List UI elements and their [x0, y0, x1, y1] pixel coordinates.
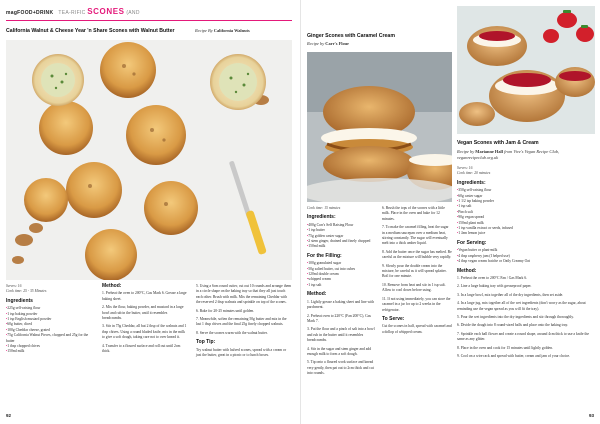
method-step: 4. Stir in the sugar and stem ginger and add enough milk to form a soft dough.	[307, 346, 372, 356]
ingredient-item: • 100g Cheddar cheese, grated	[6, 328, 94, 333]
magazine-logo: magFOOD+DRINK	[6, 10, 54, 16]
serve-text: Cut the scones in half, spread with caramel and a dollop of whipped cream.	[382, 324, 452, 334]
recipe2-ingredients-column	[307, 206, 377, 380]
ginger-scones-photo	[307, 52, 452, 202]
magazine-header	[6, 7, 140, 16]
method-step: 3. In a large bowl, mix together all of the dry ingredients, then set aside.	[457, 292, 564, 297]
serving-item: • 4 tbsp raspberry jam (I helped use)	[457, 254, 593, 259]
ingredients-list	[6, 306, 94, 355]
recipe-byline	[307, 41, 349, 46]
serving-heading: For Serving:	[457, 239, 487, 246]
filling-item: • 1 tsp salt	[307, 283, 377, 288]
recipe1-ingredients-column	[6, 284, 94, 355]
ingredients-list	[457, 188, 593, 237]
ingredient-item: • 1 tsp English mustard powder	[6, 317, 94, 322]
recipe1-method-column-1	[102, 284, 188, 357]
vegan-scones-image	[457, 6, 595, 134]
right-page	[300, 0, 600, 424]
ingredient-item: • 75g California Walnut Pieces, chopped and 25g for the butter	[6, 333, 94, 344]
byline-label: Recipe by	[457, 149, 475, 154]
ingredient-item: • 150ml plant milk	[457, 221, 593, 226]
ingredient-item: • 150ml milk	[307, 244, 377, 249]
ingredient-item: • 150ml milk	[6, 349, 94, 354]
byline-label: Recipe by	[307, 41, 325, 46]
serves-text: Serves: 16	[6, 284, 22, 288]
recipe-title: California Walnut & Cheese Year 'n Share Scones with Walnut Butter	[6, 28, 175, 34]
method-step: 8. Serve the scones warm with the walnut butter.	[196, 330, 268, 335]
cook-time-text: Cook time: 20 minutes	[457, 171, 491, 176]
filling-item: • 100g granulated sugar	[307, 261, 377, 266]
cook-time-text: Cook time: 25 - 35 Minutes	[6, 289, 47, 294]
method-step: 7. Sprinkle each ball flower and create a round shape, around 4cm thick to use a knife the same as any glitter.	[457, 331, 589, 342]
method-step: 2. Preheat oven to 220°C (Fan 200°C), Gas Mark 7.	[307, 313, 371, 323]
method-step: 2. Line a large baking tray with greaseproof paper.	[457, 284, 532, 289]
ginger-scones-image	[307, 52, 452, 202]
tip-text: Try walnut butter with halved scones, spread with a cream or just the butter, great in a picnic or to lunch boxes.	[196, 347, 287, 358]
ingredient-item: • 1 tsp baking powder	[6, 312, 94, 317]
method-step: 4. Transfer to a floured surface and roll out until 2cm thick.	[102, 343, 181, 354]
method-step: 9. Slowly pour the double cream into the mixture, be careful as it will spread splatter. Boil for one minute.	[382, 263, 447, 279]
recipe-byline	[195, 28, 250, 33]
method-step: 7. To make the caramel filling, heat the sugar in a medium saucepan over a medium heat, stirring constantly. The sugar will eventually melt into a thick amber liquid.	[382, 225, 449, 246]
serving-list	[457, 248, 593, 264]
recipe2-method-column	[382, 206, 452, 338]
method-step: 10. Remove from heat and stir in 1 tsp salt. Allow to cool down before using.	[382, 282, 446, 293]
filling-heading: For the Filling:	[307, 252, 342, 259]
filling-item: • 50g salted butter, cut into cubes	[307, 267, 377, 272]
ingredient-item: • 60g butter, diced	[6, 322, 94, 327]
ingredient-item: • 400g Carr's Self Raising Flour	[307, 223, 377, 228]
ingredient-item: • 350g self-raising flour	[457, 188, 593, 193]
method-step: 2. Mix the flour, baking powder, and mustard in a large bowl and rub in the butter, until it resembles breadcrumbs.	[102, 305, 184, 321]
method-step: 6. Brush the tops of the scones with a little milk. Place in the oven and bake for 12 minutes.	[382, 206, 445, 221]
method-step: 1. Lightly grease a baking sheet and line with parchment.	[307, 299, 375, 310]
method-step: 5. Tip onto a floured work surface and knead very gently, then pat out to 2cm thick and cut into rounds.	[307, 360, 374, 376]
ingredient-item: • 60g caster sugar	[457, 194, 593, 199]
serves-text: Serves: 16	[457, 166, 473, 170]
method-step: 1. Preheat the oven to 200°C, Gas Mark 6. Grease a large baking sheet.	[102, 291, 187, 301]
recipe-title: Vegan Scones with Jam & Cream	[457, 140, 539, 146]
ingredient-item: • 1 tsp vanilla extract or seeds, infused	[457, 226, 593, 231]
byline-name: California Walnuts	[213, 28, 250, 33]
method-heading: Method:	[102, 283, 122, 289]
filling-item: • whipped cream	[307, 277, 377, 282]
ingredient-item: • 1 tsp butter	[307, 228, 377, 233]
method-step: 8. Place in the oven and cook for 15 minutes until lightly golden.	[457, 345, 553, 350]
method-step: 4. In a large jug, mix together all of the wet ingredients (don't worry as the sugar, about reminding use the vegan spread as you will fit the tray).	[457, 301, 586, 311]
method-heading: Method:	[307, 291, 327, 298]
method-heading: Method:	[457, 267, 477, 274]
header-divider	[6, 20, 292, 21]
method-step: 7. Meanwhile, soften the remaining 50g butter and mix in the last 1 tbsp chives and the final 25g finely chopped walnuts.	[196, 317, 287, 327]
vegan-scones-photo	[457, 6, 595, 134]
serve-heading: To Serve:	[382, 315, 405, 322]
ingredients-heading: Ingredients	[6, 297, 33, 304]
tip-heading: Top Tip:	[196, 339, 216, 346]
serving-item: • 4 tbsp vegan cream fraiche or Oatly Creamy Oat	[457, 259, 593, 264]
byline-extra: from Vive's Vegan Recipe Club, veganrecipeclub.org.uk	[457, 149, 560, 160]
filling-item: • 120ml double cream	[307, 272, 377, 277]
byline-name: Carr's Flour	[325, 41, 350, 46]
walnut-scones-photo	[6, 40, 292, 280]
page-number-left: 92	[6, 413, 12, 418]
recipe-byline	[457, 149, 593, 160]
ingredient-item: • 1 tsp salt	[457, 204, 593, 209]
section-title: SCONES	[87, 7, 125, 16]
recipe1-method-column-2	[196, 284, 292, 361]
ingredient-item: • 225g self-raising flour	[6, 306, 94, 311]
section-suffix: (AND	[126, 10, 140, 16]
method-step: 5. Pour the wet ingredients into the dry ingredients and stir through thoroughly.	[457, 314, 574, 319]
ingredient-item: • Pinch salt	[457, 210, 593, 215]
method-step: 9. Cool on a wire rack and spread with butter, cream and jam of your choice.	[457, 353, 571, 358]
cook-time-text: Cook time: 15 minutes	[307, 206, 341, 210]
ingredient-item: • 90g vegan spread	[457, 215, 593, 220]
method-step: 6. Bake for 20-25 minutes until golden.	[196, 308, 255, 313]
walnut-scones-image	[6, 40, 292, 280]
recipe-title: Ginger Scones with Caramel Cream	[307, 33, 395, 39]
ingredient-item: • 1 tbsp chopped chives	[6, 344, 94, 349]
serving-item: • Vegan butter or plant-milk	[457, 248, 593, 253]
ingredient-item: • 75g golden caster sugar	[307, 234, 377, 239]
method-step: 6. Divide the dough into 8 round-sized balls and place onto the baking tray.	[457, 323, 569, 328]
ingredient-item: • 2 stem ginger, drained and finely chopped	[307, 239, 377, 244]
method-step: 3. Put the flour and a pinch of salt into a bowl and rub in the butter until it resembles breadcrumbs.	[307, 327, 375, 343]
filling-list	[307, 261, 377, 288]
method-step: 3. Stir in 75g Cheddar, all but 2 tbsp of the walnuts and 1 tbsp chives. Using a round bladed knife, mix in the milk to give a soft dough, taking care not to over knead it.	[102, 324, 187, 340]
method-step: 11. If not using immediately, you can store the caramel in a jar for up to 2 weeks in the refrigerator.	[382, 296, 451, 312]
ingredient-item: • 1 1/2 tsp baking powder	[457, 199, 593, 204]
method-step: 5. Using a 6cm round cutter, cut out 10 rounds and arrange them in a circle shape on the baking tray so that they all just touch each other. Brush with milk. Mix the remaining Cheddar with the reserved 2 tbsp walnuts and sprinkle on top of the scones.	[196, 284, 292, 305]
ingredients-heading: Ingredients:	[457, 179, 486, 186]
ingredients-heading: Ingredients:	[307, 214, 336, 221]
byline-name: Marianne Hall	[475, 149, 503, 154]
method-step: 8. Add the butter once the sugar has melted. Be careful as the mixture will bubble very rapidly.	[382, 249, 452, 260]
method-step: 1. Preheat the oven to 200°C Fan / Gas Mark 6.	[457, 275, 528, 280]
page-number-right: 93	[588, 413, 594, 418]
section-prefix: TEA-RIFIC	[58, 10, 86, 16]
byline-label: Recipe By	[195, 28, 213, 33]
ingredients-list	[307, 223, 377, 250]
ingredient-item: • 1 Jam lemon juice	[457, 231, 593, 236]
recipe3-column	[457, 166, 593, 362]
